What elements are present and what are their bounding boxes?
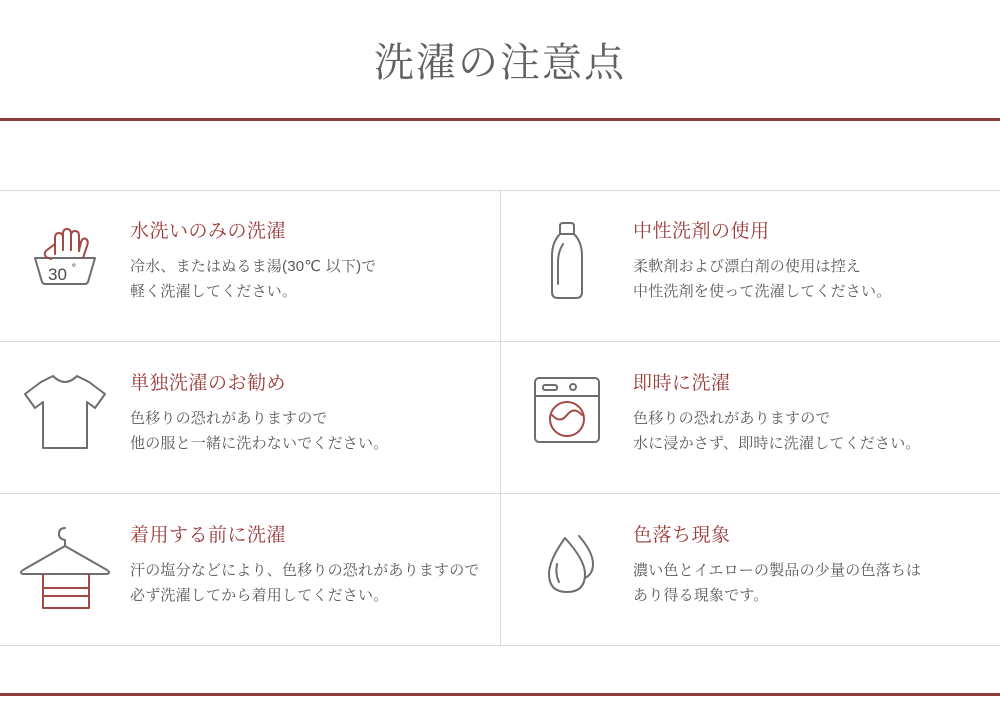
care-item-text	[130, 216, 377, 305]
care-item-line-2: 他の服と一緒に洗わないでください。	[130, 434, 389, 452]
temperature-label: 30	[48, 265, 67, 284]
care-item-neutral-detergent	[500, 190, 1000, 342]
hand-wash-basin-icon	[0, 216, 130, 290]
care-item-text	[130, 368, 388, 457]
tshirt-icon	[0, 368, 130, 456]
care-item-separate-wash	[0, 342, 500, 494]
care-item-color-bleeding	[500, 494, 1000, 646]
care-item-text	[633, 216, 891, 305]
washing-machine-icon	[501, 368, 633, 450]
care-item-water-wash	[0, 190, 500, 342]
care-item-line-1: 柔軟剤および漂白剤の使用は控え	[633, 258, 862, 275]
page-title: 洗濯の注意点	[374, 40, 626, 85]
care-item-title: 中性洗剤の使用	[633, 221, 770, 242]
care-item-text	[130, 520, 480, 609]
care-item-line-2: 軽く洗濯してください。	[130, 282, 298, 300]
svg-text:˚: ˚	[72, 262, 77, 277]
care-item-line-1: 冷水、またはぬるま湯(30℃ 以下)で	[130, 258, 377, 275]
care-item-title: 水洗いのみの洗濯	[130, 221, 287, 242]
care-item-line-2: 必ず洗濯してから着用してください。	[130, 586, 389, 604]
care-instructions-grid	[0, 190, 1000, 646]
care-item-line-1: 色移りの恐れがありますので	[633, 410, 831, 427]
care-item-line-2: 中性洗剤を使って洗濯してください。	[633, 282, 892, 300]
page-header	[0, 0, 1000, 118]
care-item-title: 単独洗濯のお勧め	[130, 373, 287, 394]
water-drop-icon	[501, 520, 633, 606]
hanger-towel-icon	[0, 520, 130, 614]
header-divider	[0, 118, 1000, 121]
care-item-text	[633, 368, 921, 457]
care-item-wash-before-wear	[0, 494, 500, 646]
footer-divider	[0, 693, 1000, 696]
care-item-line-2: 水に浸かさず、即時に洗濯してください。	[633, 434, 921, 452]
care-item-title: 着用する前に洗濯	[130, 525, 287, 546]
care-item-immediate-wash	[500, 342, 1000, 494]
care-item-line-1: 汗の塩分などにより、色移りの恐れがありますので	[130, 562, 480, 579]
care-item-text	[633, 520, 921, 609]
care-item-title: 即時に洗濯	[633, 373, 731, 394]
care-item-line-2: あり得る現象です。	[633, 586, 769, 604]
care-item-line-1: 濃い色とイエローの製品の少量の色落ちは	[633, 562, 922, 579]
care-item-line-1: 色移りの恐れがありますので	[130, 410, 328, 427]
detergent-bottle-icon	[501, 216, 633, 308]
care-item-title: 色落ち現象	[633, 525, 731, 546]
